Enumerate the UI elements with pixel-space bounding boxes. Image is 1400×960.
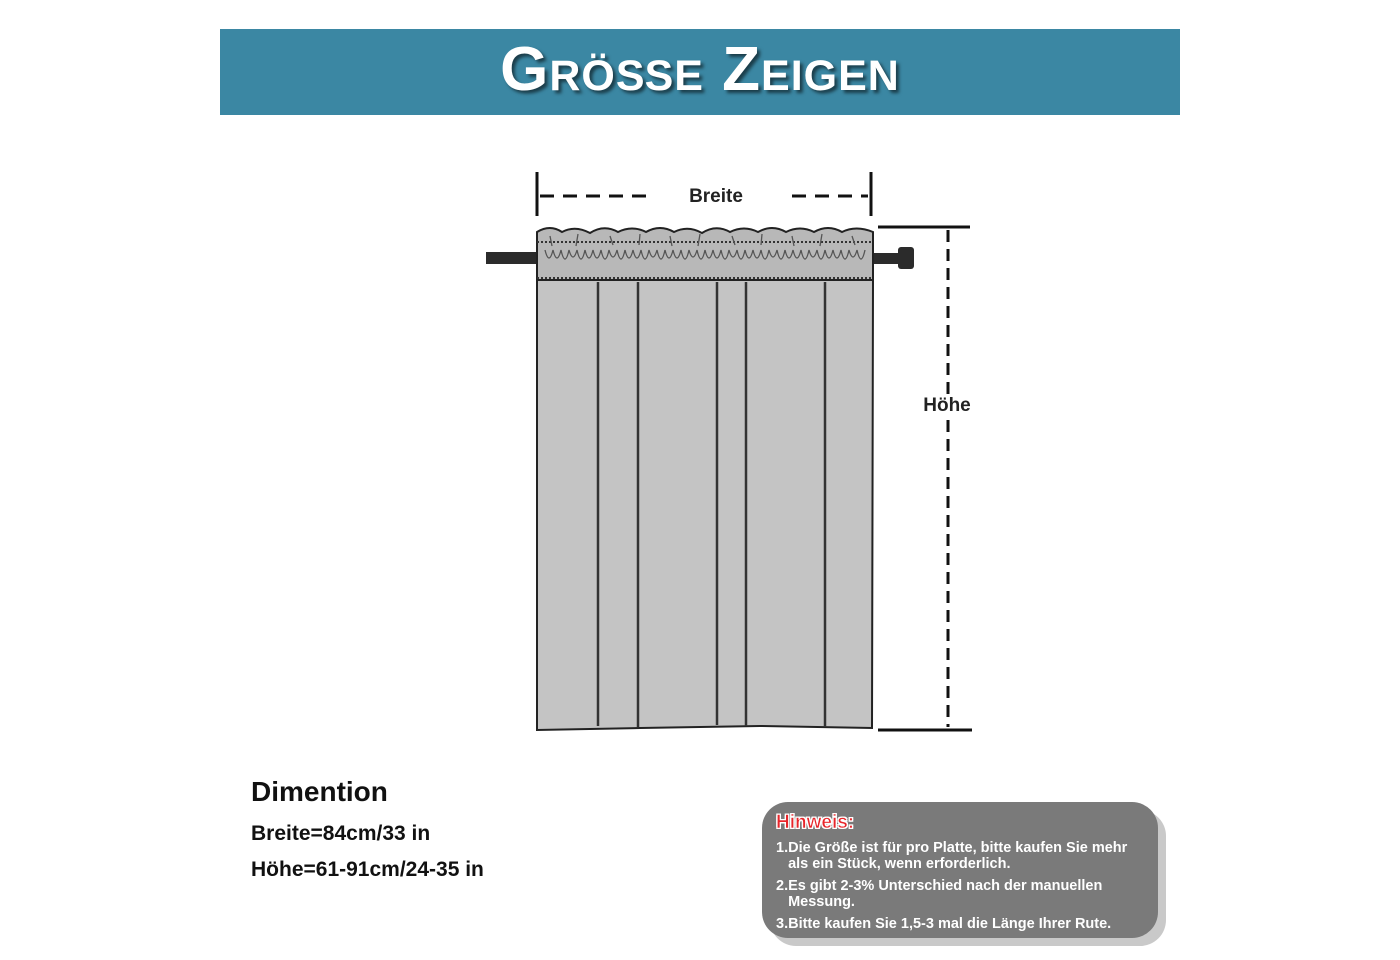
height-value: Höhe=61-91cm/24-35 in <box>251 858 484 881</box>
height-dimension-marker <box>878 227 972 730</box>
note-item-text: Es gibt 2-3% Unterschied nach der manuellen Messung. <box>788 878 1103 910</box>
page-title: Größe Zeigen <box>500 34 900 104</box>
width-label: Breite <box>689 186 743 207</box>
curtain-panel <box>537 280 873 730</box>
note-item-number: 2. <box>776 878 789 894</box>
note-item <box>776 878 1148 910</box>
note-item-text: Die Größe ist für pro Platte, bitte kaufen Sie mehr als ein Stück, wenn erforderlich. <box>788 840 1128 872</box>
note-item <box>776 840 1148 872</box>
note-title: Hinweis: <box>776 812 855 833</box>
width-value: Breite=84cm/33 in <box>251 822 431 845</box>
note-item <box>776 916 1148 932</box>
note-item-text: Bitte kaufen Sie 1,5-3 mal die Länge Ihrer Rute. <box>788 916 1112 932</box>
height-label: Höhe <box>912 395 982 417</box>
note-box <box>762 802 1158 938</box>
note-item-number: 1. <box>776 840 789 856</box>
note-item-number: 3. <box>776 916 789 932</box>
dimension-info <box>251 776 484 894</box>
dimension-heading: Dimention <box>251 776 388 807</box>
curtain-rod-pocket <box>537 228 873 280</box>
